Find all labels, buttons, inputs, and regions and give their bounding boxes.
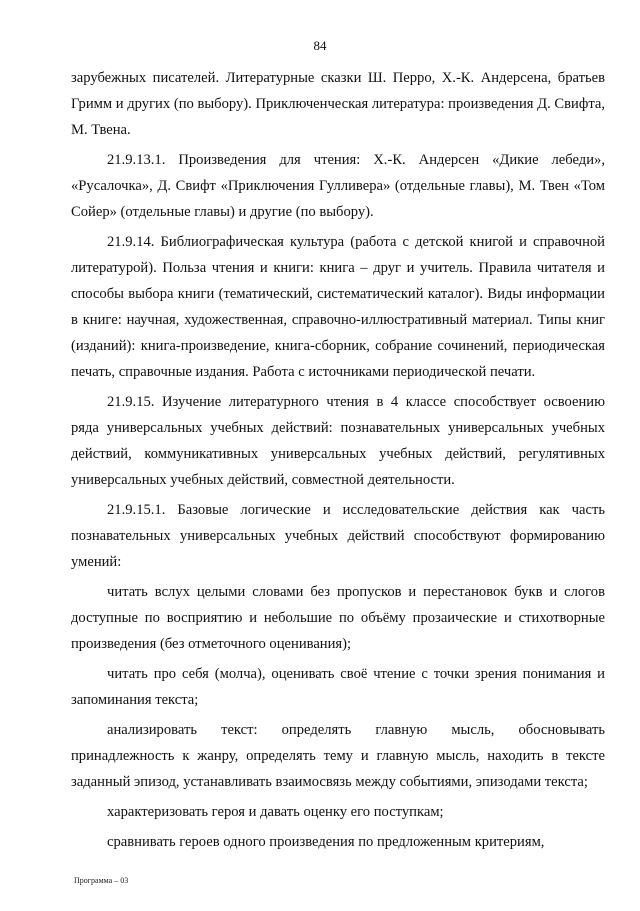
page-footer: Программа – 03 <box>74 876 129 885</box>
paragraph-21-9-15: 21.9.15. Изучение литературного чтения в 4 классе способствует освоению ряда универсальных учебных действий: познавательных универсальных учебных действий, коммуникативных универсальных учебных действий, регулятивных универсальных учебных действий, совместной деятельности. <box>71 394 605 488</box>
skill-compare-heroes: сравнивать героев одного произведения по предложенным критериям, <box>107 834 545 850</box>
paragraph-21-9-15-1: 21.9.15.1. Базовые логические и исследовательские действия как часть познавательных универсальных учебных действий способствуют формированию умений: <box>71 502 605 570</box>
paragraph-continuation: зарубежных писателей. Литературные сказки Ш. Перро, Х.-К. Андерсена, братьев Гримм и других (по выбору). Приключенческая литература: произведения Д. Свифта, М. Твена. <box>71 70 605 138</box>
skill-read-silently: читать про себя (молча), оценивать своё чтение с точки зрения понимания и запоминания текста; <box>71 666 605 708</box>
skill-read-aloud: читать вслух целыми словами без пропусков и перестановок букв и слогов доступные по восприятию и небольшие по объёму прозаические и стихотворные произведения (без отметочного оценивания); <box>71 584 605 652</box>
body-text <box>71 65 605 859</box>
skill-characterize-hero: характеризовать героя и давать оценку его поступкам; <box>107 804 444 820</box>
paragraph-21-9-13-1: 21.9.13.1. Произведения для чтения: Х.-К. Андерсен «Дикие лебеди», «Русалочка», Д. Свифт «Приключения Гулливера» (отдельные главы), М. Твен «Том Сойер» (отдельные главы) и другие (по выбору). <box>71 152 605 220</box>
paragraph-21-9-14: 21.9.14. Библиографическая культура (работа с детской книгой и справочной литературой). Польза чтения и книги: книга – друг и учитель. Правила читателя и способы выбора книги (тематический, систематический каталог). Виды информации в книге: научная, художественная, справочно-иллюстративный материал. Типы книг (изданий): книга-произведение, книга-сборник, собрание сочинений, периодическая печать, справочные издания. Работа с источниками периодической печати. <box>71 234 605 380</box>
page-number: 84 <box>313 38 327 53</box>
skill-analyze-text: анализировать текст: определять главную мысль, обосновывать принадлежность к жанру, определять тему и главную мысль, находить в тексте заданный эпизод, устанавливать взаимосвязь между событиями, эпизодами текста; <box>71 722 605 790</box>
